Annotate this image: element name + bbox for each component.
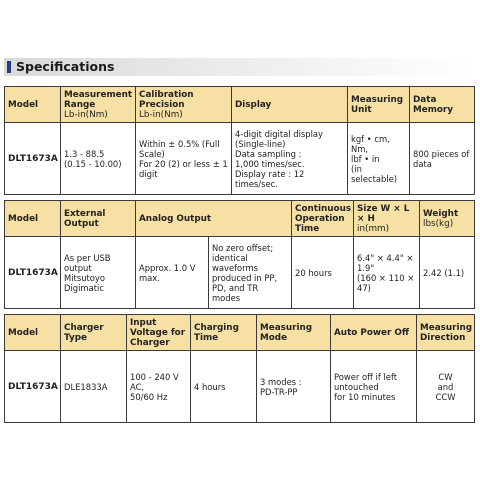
cell-precision: Within ± 0.5% (Full Scale) For 20 (2) or less ± 1 digit xyxy=(136,123,232,195)
table-row xyxy=(5,237,475,309)
header-analog-output: Analog Output xyxy=(136,201,292,237)
cell-charging: 4 hours xyxy=(191,351,257,423)
header-model: Model xyxy=(5,315,61,351)
header-measuring-unit: Measuring Unit xyxy=(348,87,410,123)
cell-charger: DLE1833A xyxy=(61,351,127,423)
header-measurement-range: Measurement Range Lb-in(Nm) xyxy=(61,87,136,123)
header-data-memory: Data Memory xyxy=(410,87,475,123)
cell-weight: 2.42 (1.1) xyxy=(420,237,475,309)
header-measuring-mode: Measuring Mode xyxy=(257,315,331,351)
cell-memory: 800 pieces of data xyxy=(410,123,475,195)
cell-mode: 3 modes : PD-TR-PP xyxy=(257,351,331,423)
cell-model: DLT1673A xyxy=(5,351,61,423)
header-input-voltage: Input Voltage for Charger xyxy=(127,315,191,351)
spec-table-3 xyxy=(4,314,475,423)
cell-model: DLT1673A xyxy=(5,123,61,195)
table-row xyxy=(5,123,475,195)
spec-table-1 xyxy=(4,86,475,195)
header-charging-time: Charging Time xyxy=(191,315,257,351)
cell-operation: 20 hours xyxy=(292,237,354,309)
header-model: Model xyxy=(5,201,61,237)
cell-display: 4-digit digital display (Single-line) Data sampling : 1,000 times/sec. Display rate : 12 times/sec. xyxy=(232,123,348,195)
cell-size: 6.4" × 4.4" × 1.9" (160 × 110 × 47) xyxy=(354,237,420,309)
page-title: Specifications xyxy=(16,59,115,74)
cell-range: 1.3 - 88.5 (0.15 - 10.00) xyxy=(61,123,136,195)
header-calibration-precision: Calibration Precision Lb-in(Nm) xyxy=(136,87,232,123)
table-header-row xyxy=(5,201,475,237)
section-title-bar xyxy=(4,58,474,76)
header-measuring-direction: Measuring Direction xyxy=(417,315,475,351)
cell-analog-note: No zero offset; identical waveforms produced in PP, PD, and TR modes xyxy=(209,237,292,309)
cell-voltage: 100 - 240 V AC, 50/60 Hz xyxy=(127,351,191,423)
title-marker xyxy=(7,61,11,73)
table-row xyxy=(5,351,475,423)
cell-unit: kgf • cm, Nm, lbf • in (in selectable) xyxy=(348,123,410,195)
spec-table-2 xyxy=(4,200,475,309)
header-operation-time: Continuous Operation Time xyxy=(292,201,354,237)
header-charger-type: Charger Type xyxy=(61,315,127,351)
header-auto-power-off: Auto Power Off xyxy=(331,315,417,351)
table-header-row xyxy=(5,87,475,123)
cell-external: As per USB output Mitsutoyo Digimatic xyxy=(61,237,136,309)
cell-model: DLT1673A xyxy=(5,237,61,309)
cell-analog: Approx. 1.0 V max. xyxy=(136,237,209,309)
cell-direction: CW and CCW xyxy=(417,351,475,423)
header-size: Size W × L × H in(mm) xyxy=(354,201,420,237)
header-display: Display xyxy=(232,87,348,123)
header-external-output: External Output xyxy=(61,201,136,237)
cell-poweroff: Power off if left untouched for 10 minutes xyxy=(331,351,417,423)
header-model: Model xyxy=(5,87,61,123)
table-header-row xyxy=(5,315,475,351)
header-weight: Weight lbs(kg) xyxy=(420,201,475,237)
